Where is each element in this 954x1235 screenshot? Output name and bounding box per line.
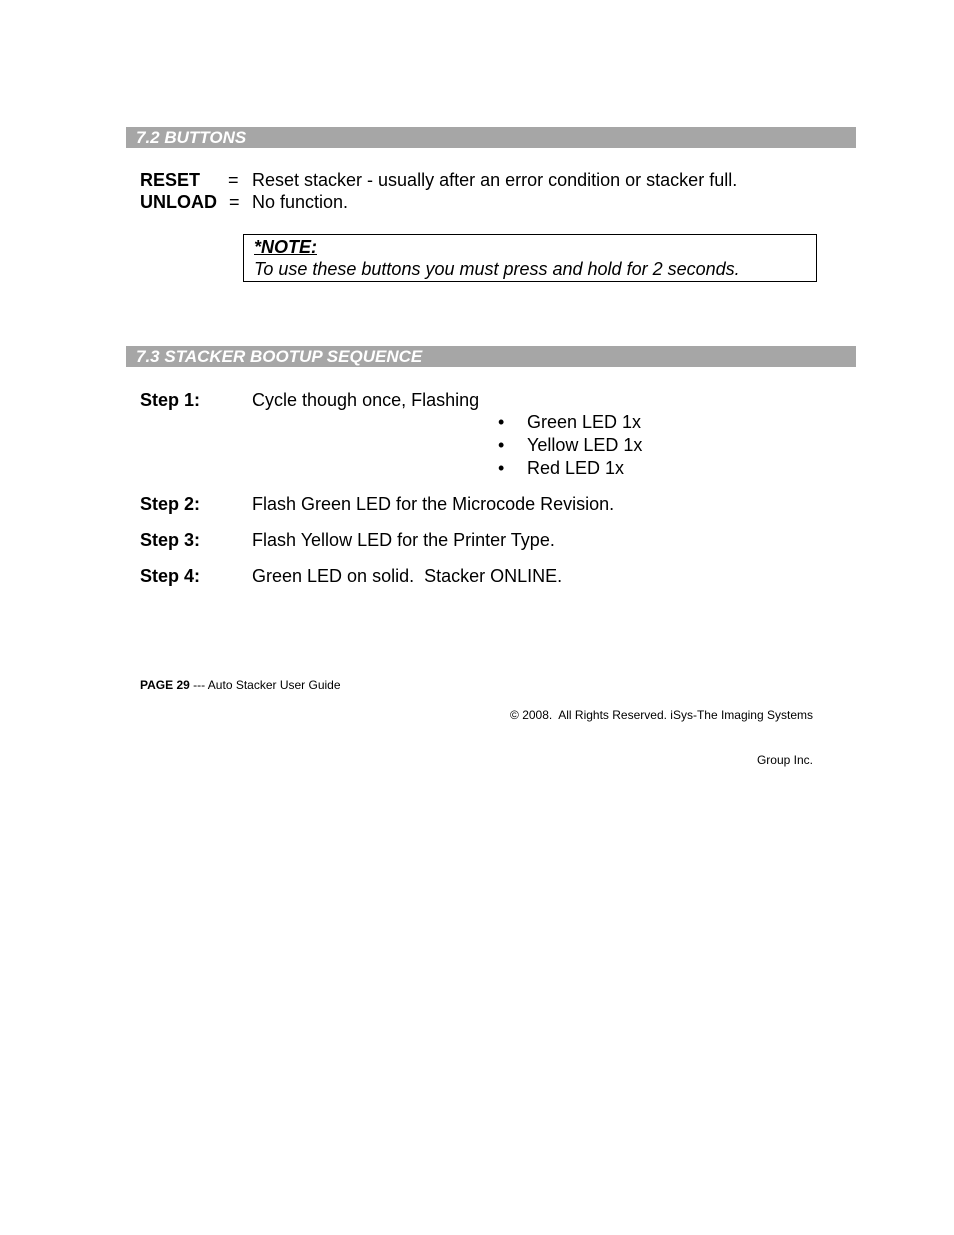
step-label: Step 4: [140, 566, 201, 586]
button-desc-reset: Reset stacker - usually after an error condition or stacker full. [252, 170, 738, 190]
page-number: PAGE 29 [140, 678, 190, 692]
step-label: Step 3: [140, 530, 201, 550]
step-text: Cycle though once, Flashing [252, 390, 480, 410]
step-label: Step 1: [140, 390, 201, 410]
note-text: To use these buttons you must press and hold for 2 seconds. [254, 259, 740, 279]
note-box [243, 234, 817, 282]
bullet-text: Red LED 1x [527, 458, 625, 478]
step-text: Flash Yellow LED for the Printer Type. [252, 530, 555, 550]
list-item [498, 411, 642, 434]
equals-sign: = [229, 192, 240, 212]
led-bullet-list [498, 411, 642, 480]
copyright-line: © 2008. All Rights Reserved. iSys-The Imaging Systems [510, 708, 813, 722]
list-item [498, 457, 642, 480]
bullet-icon: • [498, 412, 505, 432]
copyright-line: Group Inc. [756, 753, 813, 767]
step-label: Step 2: [140, 494, 201, 514]
equals-sign: = [228, 170, 239, 190]
bullet-icon: • [498, 458, 505, 478]
bullet-icon: • [498, 435, 505, 455]
step-text: Green LED on solid. Stacker ONLINE. [252, 566, 563, 586]
bullet-text: Green LED 1x [527, 412, 642, 432]
button-term-unload: UNLOAD [140, 192, 217, 212]
footer-left [140, 678, 341, 693]
button-desc-unload: No function. [252, 192, 349, 212]
footer-copyright [510, 678, 813, 783]
note-title: *NOTE: [254, 237, 317, 257]
bullet-text: Yellow LED 1x [527, 435, 643, 455]
guide-title: --- Auto Stacker User Guide [189, 678, 341, 692]
step-text: Flash Green LED for the Microcode Revision. [252, 494, 615, 514]
button-term-reset: RESET [140, 170, 201, 190]
section-header-buttons: 7.2 BUTTONS [126, 127, 856, 148]
section-header-bootup: 7.3 STACKER BOOTUP SEQUENCE [126, 346, 856, 367]
list-item [498, 434, 642, 457]
